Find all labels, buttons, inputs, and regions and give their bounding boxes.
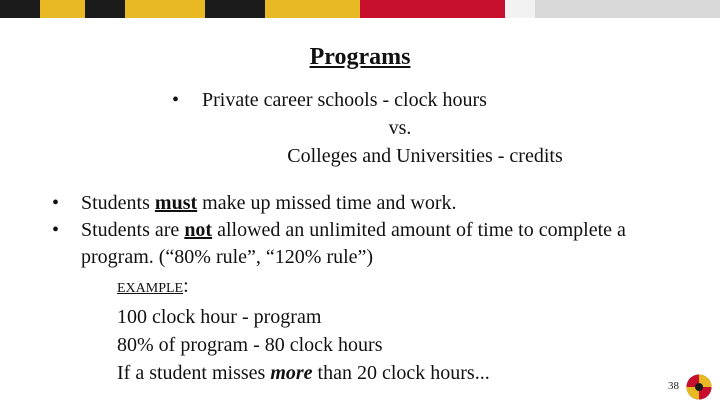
comparison-line-2: vs. (388, 117, 412, 139)
example-label: EXAMPLE (117, 281, 184, 296)
bullet-emphasis: must (154, 192, 198, 214)
comparison-line-1 (150, 86, 620, 114)
banner-segment (265, 0, 360, 18)
list-item (46, 217, 666, 271)
example-block (117, 272, 637, 387)
bullet-emphasis: not (184, 219, 213, 241)
banner-segment (40, 0, 85, 18)
comparison-block (150, 86, 620, 170)
comparison-line-3: Colleges and Universities - credits (287, 145, 563, 167)
bullet-text: Students are (81, 219, 185, 241)
page-number: 38 (668, 380, 679, 392)
bullet-list (46, 190, 666, 271)
banner-segment (125, 0, 205, 18)
maryland-flag-logo-icon (686, 374, 712, 400)
example-emphasis: more (270, 362, 313, 384)
bullet-text: Students (81, 192, 155, 214)
bullet-icon: • (52, 219, 60, 241)
banner-segment (535, 0, 720, 18)
bullet-text: allowed an unlimited amount of time to complete a program. (“80% rule”, “120% rule”) (81, 219, 626, 268)
list-item (46, 190, 666, 217)
example-line-1: 100 clock hour - program (117, 306, 322, 328)
example-line-2: 80% of program - 80 clock hours (117, 334, 383, 356)
comparison-text-1: Private career schools - clock hours (202, 89, 487, 111)
example-heading (117, 272, 637, 303)
example-line-3 (117, 359, 637, 387)
bullet-icon: • (52, 192, 60, 214)
slide-title: Programs (309, 44, 411, 70)
banner-segment (0, 0, 40, 18)
bullet-icon: • (172, 89, 180, 111)
banner-segment (360, 0, 505, 18)
top-banner (0, 0, 720, 18)
banner-segment (205, 0, 265, 18)
banner-segment (505, 0, 535, 18)
bullet-text: make up missed time and work. (197, 192, 457, 214)
example-colon: : (183, 275, 189, 297)
example-text: If a student misses (117, 362, 271, 384)
example-text: than 20 clock hours... (312, 362, 490, 384)
banner-segment (85, 0, 125, 18)
